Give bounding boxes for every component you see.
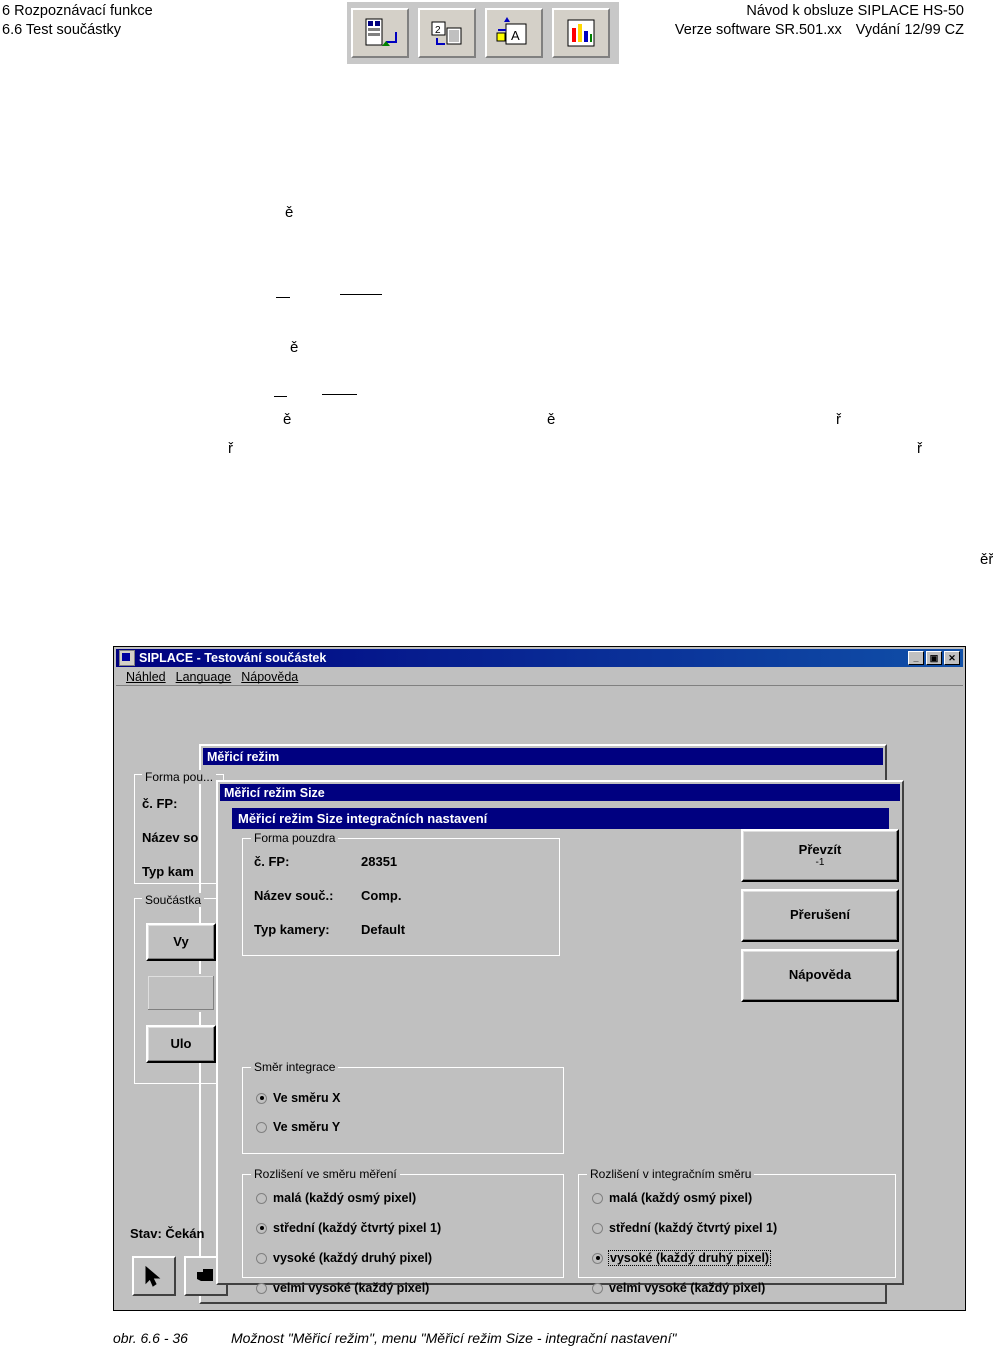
size-dialog-title: Měřicí režim Size <box>220 784 900 801</box>
figure-caption-text: Možnost "Měřicí režim", menu "Měřicí režim Size - integrační nastavení" <box>231 1330 677 1346</box>
radio-measure-high[interactable] <box>256 1251 432 1265</box>
help-button[interactable]: Nápověda <box>741 949 899 1002</box>
radio-measure-small[interactable] <box>256 1191 416 1205</box>
figure-number: obr. 6.6 - 36 <box>113 1330 188 1346</box>
integration-direction-legend: Směr integrace <box>251 1060 338 1074</box>
accept-button[interactable] <box>741 829 899 882</box>
application-screenshot <box>113 646 966 1311</box>
close-button[interactable]: ✕ <box>944 651 960 665</box>
component-transfer-icon <box>418 8 476 58</box>
resolution-measuring-legend: Rozlišení ve směru měření <box>251 1167 400 1181</box>
camera-type-label-behind: Typ kam <box>142 864 194 879</box>
radio-integration-veryhigh-label: velmi vysoké (každý pixel) <box>609 1281 766 1295</box>
select-button-behind[interactable]: Vy <box>146 923 216 961</box>
package-form-legend: Forma pouzdra <box>251 831 338 845</box>
radio-integration-medium-label: střední (každý čtvrtý pixel 1) <box>609 1221 778 1235</box>
app-icon <box>119 650 135 666</box>
package-form-legend-behind: Forma pou... <box>142 770 216 784</box>
window-titlebar <box>116 649 963 667</box>
header-right <box>675 2 964 40</box>
stray-glyph: ř <box>228 440 233 457</box>
header-icon-strip <box>347 2 619 64</box>
header-software-version: Verze software SR.501.xx <box>674 22 842 38</box>
size-dialog-banner: Měřicí režim Size integračních nastavení <box>232 808 889 829</box>
svg-text:A: A <box>511 28 520 43</box>
radio-dot-icon <box>256 1193 267 1204</box>
radio-integration-high-label: vysoké (každý druhý pixel) <box>610 1251 770 1265</box>
stray-glyph: ě <box>547 411 556 428</box>
radio-dot-icon <box>256 1253 267 1264</box>
stray-glyph: ř <box>836 411 841 428</box>
camera-type-label: Typ kamery: <box>254 922 330 937</box>
resolution-integration-legend: Rozlišení v integračním směru <box>587 1167 754 1181</box>
save-button-behind[interactable]: Ulo <box>146 1025 216 1063</box>
status-label: Stav: Čekán <box>130 1226 205 1241</box>
radio-dot-icon <box>592 1253 603 1264</box>
abort-button[interactable]: Přerušení <box>741 889 899 942</box>
menubar <box>116 668 963 685</box>
menu-item-nahled[interactable]: Náhled <box>126 669 166 684</box>
radio-measure-veryhigh-label: velmi vysoké (každý pixel) <box>273 1281 430 1295</box>
window-controls <box>906 651 960 665</box>
radio-dot-icon <box>256 1283 267 1294</box>
radio-measure-high-label: vysoké (každý druhý pixel) <box>273 1251 433 1265</box>
component-name-label-behind: Název so <box>142 830 199 845</box>
component-scan-icon <box>485 8 543 58</box>
text-rule <box>276 297 290 298</box>
text-rule <box>340 294 382 295</box>
radio-direction-x-label: Ve směru X <box>273 1091 341 1105</box>
accept-button-label: Převzít <box>798 841 842 857</box>
fp-number-label: č. FP: <box>254 854 290 869</box>
menu-item-napoveda[interactable]: Nápověda <box>241 669 299 684</box>
component-name-value: Comp. <box>361 888 402 903</box>
header-chapter: 6 Rozpoznávací funkce <box>2 3 153 19</box>
component-feeder-icon <box>351 8 409 58</box>
radio-measure-medium[interactable] <box>256 1221 441 1235</box>
stray-glyph: ř <box>917 440 922 457</box>
radio-direction-x[interactable] <box>256 1091 340 1105</box>
header-left <box>2 2 153 40</box>
radio-integration-medium[interactable] <box>592 1221 777 1235</box>
accept-button-sub: -1 <box>815 857 825 869</box>
figure-caption <box>113 1330 676 1346</box>
header-manual-title: Návod k obsluze SIPLACE HS-50 <box>746 3 964 19</box>
stray-glyph: ě <box>285 204 294 221</box>
maximize-button[interactable]: ▣ <box>926 651 942 665</box>
statistics-chart-icon <box>552 8 610 58</box>
text-rule <box>274 396 287 397</box>
radio-measure-small-label: malá (každý osmý pixel) <box>273 1191 417 1205</box>
size-integration-dialog <box>216 780 904 1295</box>
fp-number-value: 28351 <box>361 854 398 869</box>
radio-direction-y-label: Ve směru Y <box>273 1120 341 1134</box>
header-version-line <box>675 21 964 40</box>
header-section: 6.6 Test součástky <box>2 22 122 38</box>
camera-type-value: Default <box>361 922 406 937</box>
radio-dot-icon <box>256 1122 267 1133</box>
measuring-mode-window-title: Měřicí režim <box>203 748 883 765</box>
radio-direction-y[interactable] <box>256 1120 340 1134</box>
minimize-button[interactable]: _ <box>908 651 924 665</box>
window-title: SIPLACE - Testování součástek <box>139 651 327 665</box>
svg-text:2: 2 <box>435 25 441 36</box>
stray-glyph: ě <box>290 339 299 356</box>
radio-integration-small[interactable] <box>592 1191 752 1205</box>
page-header <box>0 0 966 72</box>
radio-integration-high[interactable] <box>592 1251 770 1265</box>
radio-measure-veryhigh[interactable] <box>256 1281 429 1295</box>
radio-integration-veryhigh[interactable] <box>592 1281 765 1295</box>
radio-dot-icon <box>256 1223 267 1234</box>
header-edition: Vydání 12/99 CZ <box>855 22 964 38</box>
radio-measure-medium-label: střední (každý čtvrtý pixel 1) <box>273 1221 442 1235</box>
radio-dot-icon <box>592 1283 603 1294</box>
stray-glyph: ěř <box>980 551 993 568</box>
component-name-label: Název souč.: <box>254 888 334 903</box>
stray-glyph: ě <box>283 411 292 428</box>
radio-dot-icon <box>256 1093 267 1104</box>
menu-item-language[interactable]: Language <box>175 669 232 684</box>
radio-dot-icon <box>592 1223 603 1234</box>
integration-direction-group <box>242 1060 564 1154</box>
text-rule <box>322 394 357 395</box>
pointer-tool-button[interactable] <box>132 1256 176 1296</box>
radio-dot-icon <box>592 1193 603 1204</box>
fp-number-label-behind: č. FP: <box>142 796 178 811</box>
blank-button-behind[interactable] <box>146 974 216 1012</box>
radio-integration-small-label: malá (každý osmý pixel) <box>609 1191 753 1205</box>
window-client-area <box>116 685 963 1308</box>
component-legend-behind: Součástka <box>142 893 204 907</box>
